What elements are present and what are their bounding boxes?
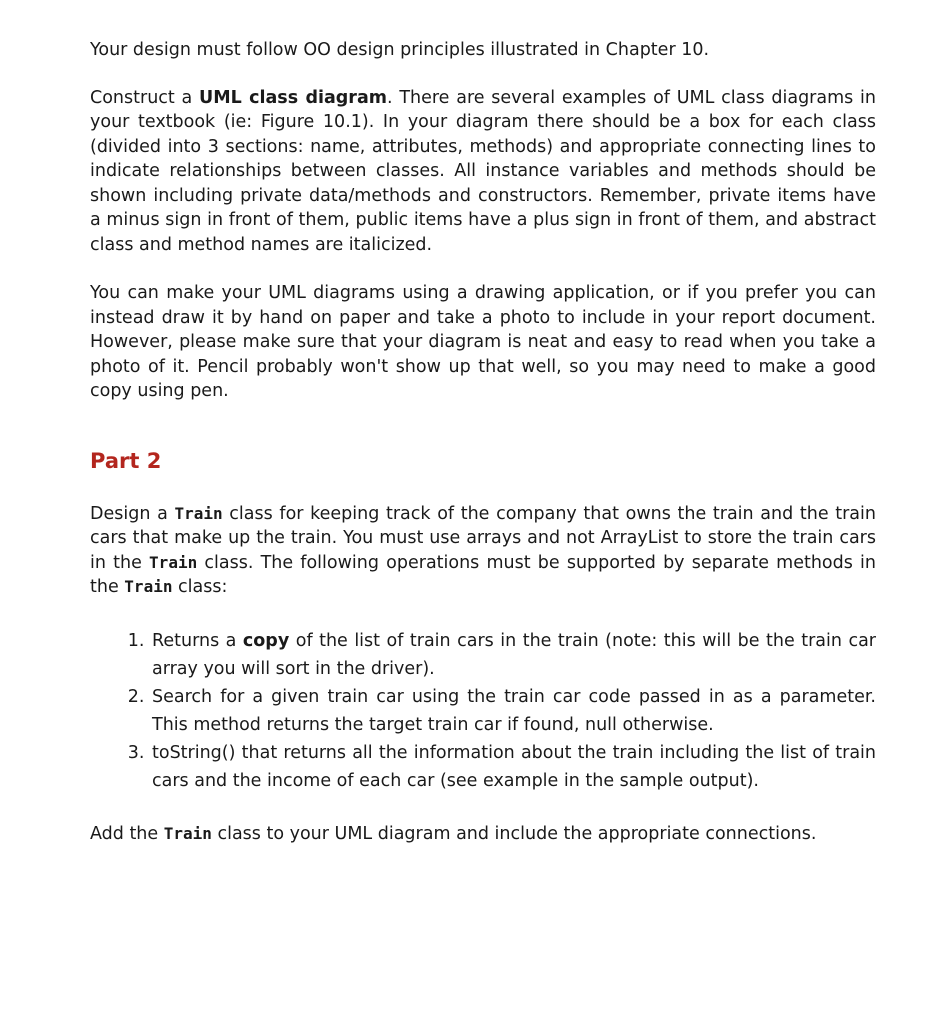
- part-2-heading: Part 2: [90, 448, 162, 473]
- item1-text-2: of the list of train cars in the train (note: this will be the train car array you will sort in the driver).: [152, 630, 876, 679]
- drawing-paragraph: You can make your UML diagrams using a drawing application, or if you prefer you can instead draw it by hand on paper and take a photo to include in your report document. However, please make sure that your diagram is neat and easy to read when you take a photo of it. Pencil probably won't show up that well, so you may need to make a good copy using pen.: [90, 283, 876, 401]
- design-paragraph: [90, 502, 876, 600]
- train-code-2: Train: [149, 552, 198, 572]
- add-text-1: Add the: [90, 823, 164, 844]
- list-item: [150, 627, 876, 683]
- operations-list: [90, 627, 876, 795]
- uml-text-2: . There are several examples of UML class diagrams in your textbook (ie: Figure 10.1). In your diagram there should be a box for each class (divided into 3 sections: name, attributes, methods) and appropriate connecting lines to indicate relationships between classes. All instance variables and methods should be shown including private data/methods and constructors. Remember, private items have a minus sign in front of them, public items have a plus sign in front of them, and abstract class and method names are italicized.: [90, 87, 876, 255]
- intro-paragraph: Your design must follow OO design principles illustrated in Chapter 10.: [90, 40, 710, 60]
- design-text-2: class for keeping track of the company that owns the train and the train cars that make up the train. You must use arrays and not ArrayList to store the train cars in the: [90, 503, 876, 573]
- document-page: [90, 38, 876, 846]
- train-code-4: Train: [163, 823, 212, 843]
- add-train-paragraph: [90, 822, 876, 847]
- train-code-1: Train: [174, 503, 223, 523]
- uml-paragraph: [90, 86, 876, 258]
- list-item: 2. Search for a given train car using the train car code passed in as a parameter. This method returns the target train car if found, null otherwise.: [150, 683, 876, 739]
- copy-bold: copy: [242, 630, 290, 651]
- design-text-1: Design a: [90, 503, 175, 524]
- design-text-4: class:: [172, 577, 228, 597]
- uml-class-diagram-bold: UML class diagram: [199, 87, 387, 108]
- design-text-3: class. The following operations must be supported by separate methods in the: [90, 552, 876, 597]
- list-item: 3. toString() that returns all the information about the train including the list of train cars and the income of each car (see example in the sample output).: [150, 739, 876, 795]
- item1-text-1: Returns a: [152, 630, 243, 651]
- add-text-2: class to your UML diagram and include the appropriate connections.: [211, 823, 817, 844]
- train-code-3: Train: [124, 577, 173, 596]
- uml-text-1: Construct a: [90, 87, 200, 108]
